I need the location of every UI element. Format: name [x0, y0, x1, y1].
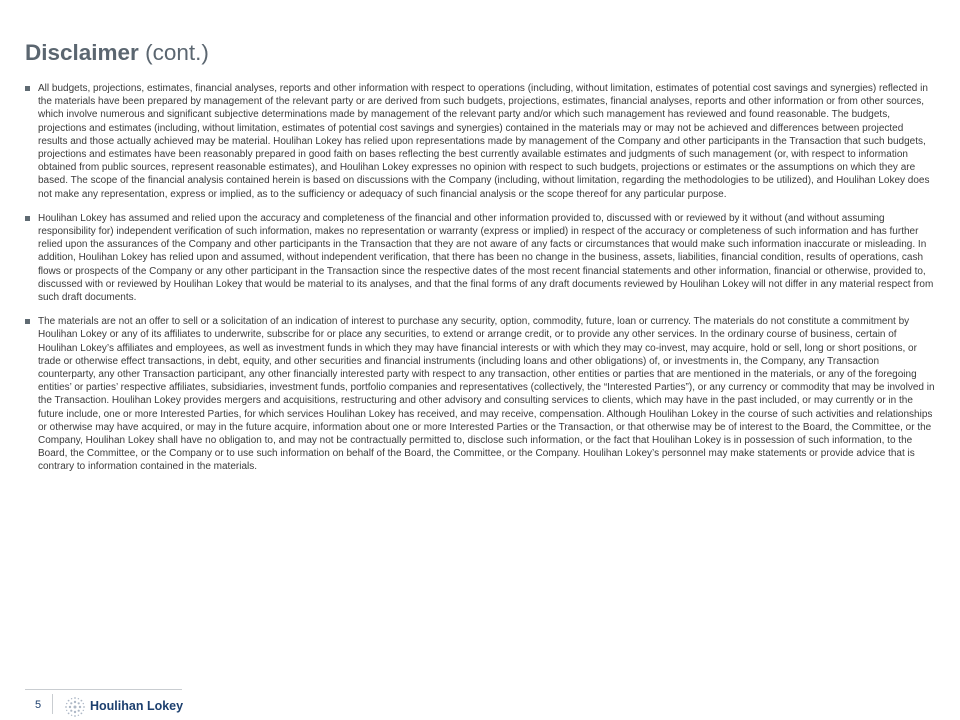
- page-title: [25, 40, 209, 66]
- footer-rule: [25, 689, 182, 690]
- bullet-text: Houlihan Lokey has assumed and relied upon the accuracy and completeness of the financial and other information provided to, discussed with or reviewed by it without (and without assuming responsibility for) independent verification of such information, makes no representation or warranty (express or implied) in respect of the accuracy or completeness of such information and has further relied upon the assurances of the Company and other participants in the Transaction that they are not aware of any facts or circumstances that would make such information inaccurate or misleading. In addition, Houlihan Lokey has relied upon and assumed, without independent verification, that there has been no change in the business, assets, liabilities, financial condition, results of operations, cash flows or prospects of the Company or any other participant in the Transaction since the respective dates of the most recent financial statements and other information, financial or otherwise, provided to, discussed with or reviewed by Houlihan Lokey that would be material to its analyses, and that the final forms of any draft documents reviewed by Houlihan Lokey will not differ in any material respect from such draft documents.: [38, 212, 934, 304]
- disclaimer-bullet-not-an-offer: [25, 315, 935, 473]
- disclaimer-bullet-list: [25, 82, 935, 485]
- bullet-text: The materials are not an offer to sell or a solicitation of an indication of interest to purchase any security, option, commodity, future, loan or currency. The materials do not constitute a commitment by Houlihan Lokey or any of its affiliates to underwrite, subscribe for or place any securities, to extend or arrange credit, or to provide any other services. In the ordinary course of business, certain of Houlihan Lokey’s affiliates and employees, as well as investment funds in which they may have financial interests or with which they may co-invest, may acquire, hold or sell, long or short positions, or trade or otherwise effect transactions, in debt, equity, and other securities and financial instruments (including loans and other obligations) of, or investments in, the Company, any Transaction counterparty, any other Transaction participant, any other financially interested party with respect to any transaction, other entities or parties that are mentioned in the materials, or any of the foregoing entities’ or parties’ respective affiliates, subsidiaries, investment funds, portfolio companies and representatives (collectively, the “Interested Parties”), or any currency or commodity that may be involved in the Transaction. Houlihan Lokey provides mergers and acquisitions, restructuring and other advisory and consulting services to clients, which may have in the past included, or may currently or in the future include, one or more Interested Parties, for which services Houlihan Lokey has received, and may receive, compensation. Although Houlihan Lokey in the course of such activities and relationships or otherwise may have acquired, or may in the future acquire, information about one or more Interested Parties or the Transaction, or that otherwise may be of interest to the Board, the Committee, or the Company, Houlihan Lokey shall have no obligation to, and may not be contractually permitted to, disclose such information, or the fact that Houlihan Lokey is in possession of such information, to the Board, the Committee, or the Company or to use such information on behalf of the Board, the Committee, or the Company. Houlihan Lokey’s personnel may make statements or provide advice that is contrary to information contained in the materials.: [38, 316, 935, 473]
- square-bullet-icon: [25, 216, 30, 221]
- disclaimer-bullet-budgets: [25, 82, 935, 201]
- page-number: 5: [35, 699, 42, 711]
- square-bullet-icon: [25, 86, 30, 91]
- page-title-suffix: (cont.): [145, 40, 209, 65]
- disclaimer-bullet-reliance: [25, 212, 935, 304]
- houlihan-lokey-globe-icon: [64, 696, 86, 718]
- company-logo-text: Houlihan Lokey: [90, 699, 184, 713]
- page-title-main: Disclaimer: [25, 40, 139, 65]
- square-bullet-icon: [25, 319, 30, 324]
- bullet-text: All budgets, projections, estimates, financial analyses, reports and other information with respect to operations (including, without limitation, estimates of potential cost savings and synergies) reflected in the materials have been prepared by management of the relevant party or are derived from such budgets, projections, estimates, financial analyses, reports and other information or from other sources, which involve numerous and significant subjective determinations made by management of the relevant party and/or which such management has reviewed and found reasonable. The budgets, projections and estimates (including, without limitation, estimates of potential cost savings and synergies) contained in the materials may or may not be achieved and differences between projected results and those actually achieved may be material. Houlihan Lokey has relied upon representations made by management of the Company and other participants in the Transaction that such budgets, projections and estimates have been reasonably prepared in good faith on bases reflecting the best currently available estimates and judgments of such management (or, with respect to information obtained from public sources, represent reasonable estimates), and Houlihan Lokey expresses no opinion with respect to such budgets, projections or estimates or the assumptions on which they are based. The scope of the financial analysis contained herein is based on discussions with the Company (including, without limitation, regarding the methodologies to be utilized), and Houlihan Lokey does not make any representation, express or implied, as to the sufficiency or adequacy of such financial analysis or the scope thereof for any particular purpose.: [38, 83, 930, 200]
- footer-divider: [52, 694, 53, 714]
